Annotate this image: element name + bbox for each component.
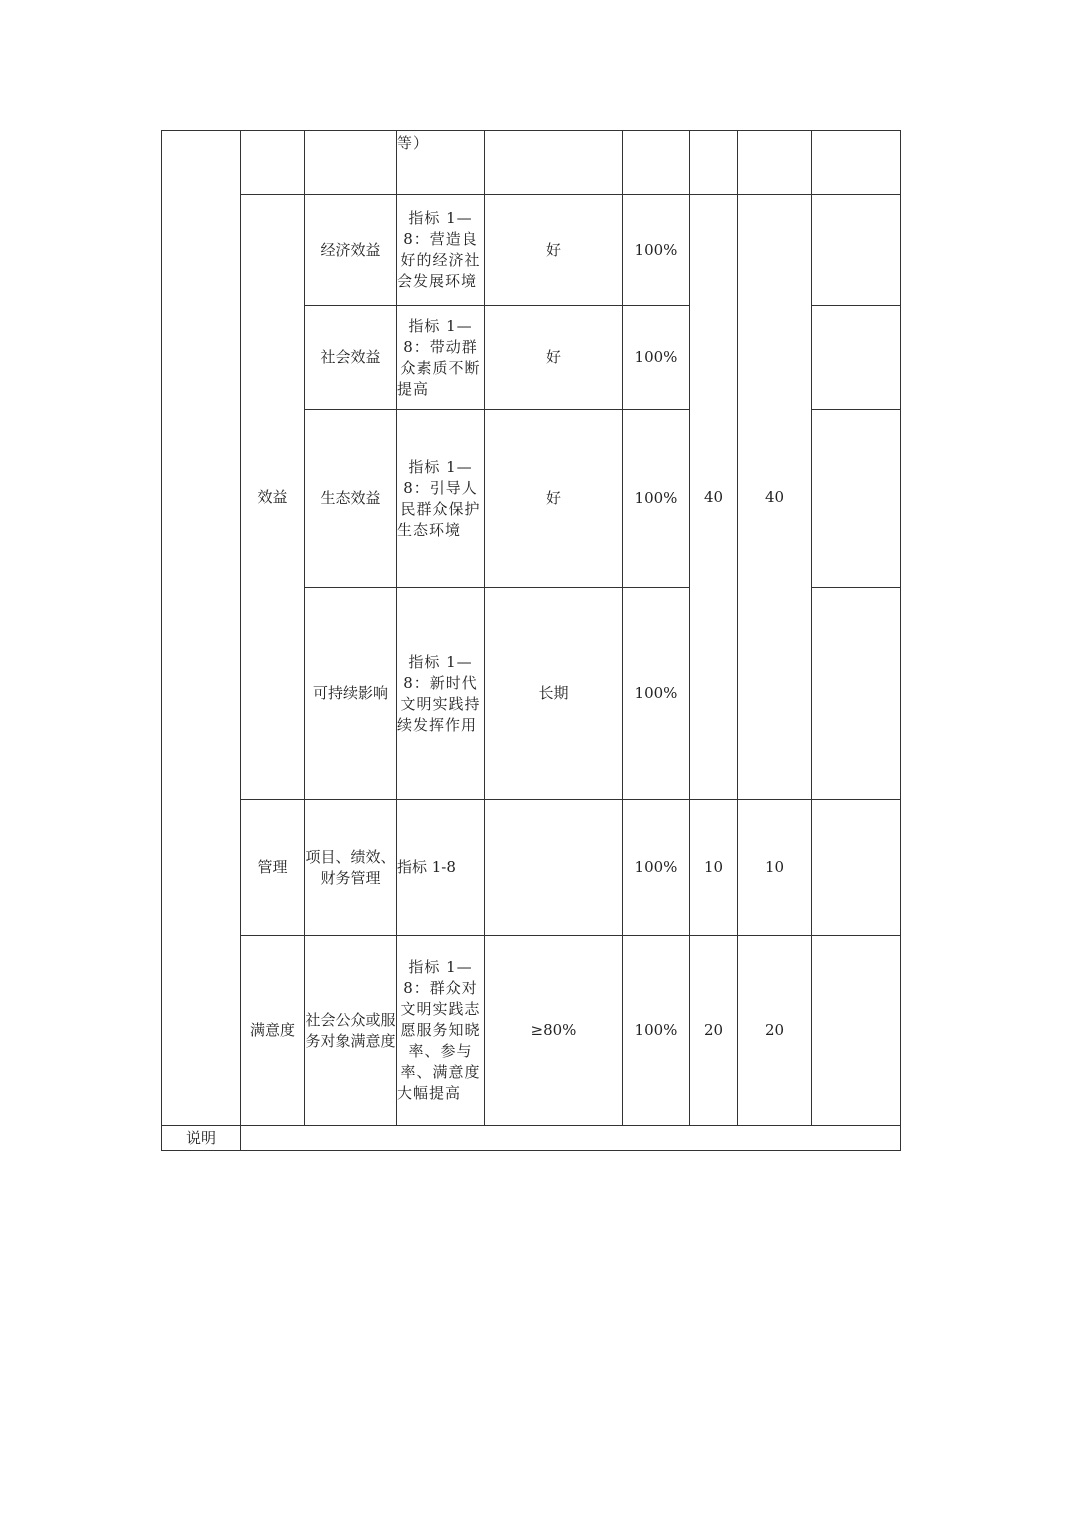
cell-name-management: 项目、绩效、财务管理	[305, 800, 397, 936]
cell-category-benefit: 效益	[241, 195, 305, 800]
cell-score-continued	[738, 131, 812, 195]
cell-indicator-social: 指标 1—8：带动群众素质不断提高	[397, 306, 485, 410]
cell-name-satisfaction: 社会公众或服务对象满意度	[305, 936, 397, 1126]
cell-completion-sustainable: 100%	[623, 588, 690, 800]
cell-indicator-ecological: 指标 1—8：引导人民群众保护生态环境	[397, 410, 485, 588]
cell-target-social: 好	[485, 306, 623, 410]
cell-remark-continued	[812, 131, 901, 195]
cell-remark-economic	[812, 195, 901, 306]
cell-note-label: 说明	[162, 1126, 241, 1151]
cell-completion-management: 100%	[623, 800, 690, 936]
cell-category-management: 管理	[241, 800, 305, 936]
cell-score-management: 10	[738, 800, 812, 936]
cell-indicator-management: 指标 1-8	[397, 800, 485, 936]
cell-completion-economic: 100%	[623, 195, 690, 306]
table-row-economic-benefit	[162, 195, 901, 306]
cell-weight-satisfaction: 20	[690, 936, 738, 1126]
first-column-merged-cell	[162, 131, 241, 1126]
table-row-management	[162, 800, 901, 936]
cell-weight-management: 10	[690, 800, 738, 936]
cell-completion-satisfaction: 100%	[623, 936, 690, 1126]
table-row-satisfaction	[162, 936, 901, 1126]
cell-name-ecological: 生态效益	[305, 410, 397, 588]
cell-note-content	[241, 1126, 901, 1151]
cell-name-sustainable: 可持续影响	[305, 588, 397, 800]
cell-remark-ecological	[812, 410, 901, 588]
cell-indicator-satisfaction: 指标 1—8：群众对文明实践志愿服务知晓率、参与率、满意度大幅提高	[397, 936, 485, 1126]
cell-score-benefit: 40	[738, 195, 812, 800]
cell-indicator-continued: 等）	[397, 131, 485, 195]
cell-target-economic: 好	[485, 195, 623, 306]
cell-name-continued	[305, 131, 397, 195]
cell-indicator-sustainable: 指标 1—8：新时代文明实践持续发挥作用	[397, 588, 485, 800]
cell-name-social: 社会效益	[305, 306, 397, 410]
cell-target-satisfaction: ≥80%	[485, 936, 623, 1126]
cell-category-continued	[241, 131, 305, 195]
cell-completion-social: 100%	[623, 306, 690, 410]
cell-target-ecological: 好	[485, 410, 623, 588]
cell-target-management	[485, 800, 623, 936]
cell-indicator-economic: 指标 1—8：营造良好的经济社会发展环境	[397, 195, 485, 306]
cell-weight-continued	[690, 131, 738, 195]
cell-completion-ecological: 100%	[623, 410, 690, 588]
table-row-note	[162, 1126, 901, 1151]
cell-category-satisfaction: 满意度	[241, 936, 305, 1126]
cell-remark-satisfaction	[812, 936, 901, 1126]
cell-target-continued	[485, 131, 623, 195]
table-row-continued	[162, 131, 901, 195]
cell-weight-benefit: 40	[690, 195, 738, 800]
cell-name-economic: 经济效益	[305, 195, 397, 306]
cell-target-sustainable: 长期	[485, 588, 623, 800]
cell-score-satisfaction: 20	[738, 936, 812, 1126]
cell-remark-management	[812, 800, 901, 936]
cell-remark-sustainable	[812, 588, 901, 800]
cell-completion-continued	[623, 131, 690, 195]
performance-table-sheet	[161, 130, 900, 1151]
performance-evaluation-table	[161, 130, 901, 1151]
cell-remark-social	[812, 306, 901, 410]
